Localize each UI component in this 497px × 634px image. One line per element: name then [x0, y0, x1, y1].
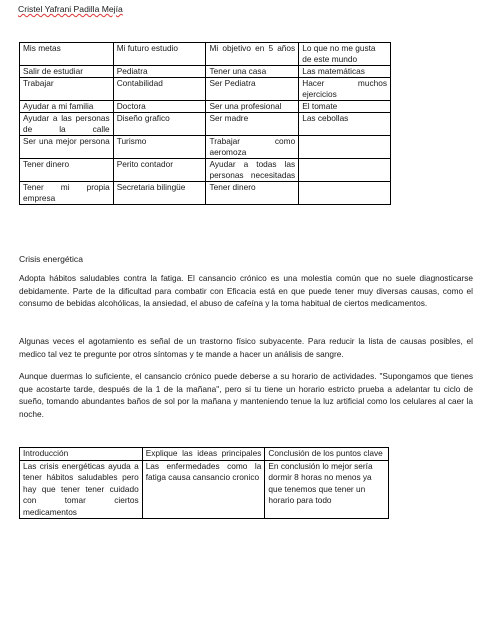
- table-cell: Turismo: [113, 136, 206, 159]
- section-title: Crisis energética: [19, 254, 83, 264]
- table-cell: Contabilidad: [113, 78, 206, 101]
- table-header-row: [20, 43, 391, 66]
- author-text: Cristel Yafrani Padilla Mejía: [18, 4, 123, 14]
- header-cell: Explique las ideas principales: [142, 448, 265, 461]
- table-cell: Trabajar: [20, 78, 114, 101]
- table-cell: Tener una casa: [206, 66, 299, 78]
- table-cell: [299, 182, 391, 205]
- table-cell: Perito contador: [113, 159, 206, 182]
- header-cell: Mi objetivo en 5 años: [206, 43, 299, 66]
- table-cell: [299, 136, 391, 159]
- table-row: [20, 113, 391, 136]
- table-cell: Tener dinero: [20, 159, 114, 182]
- table-cell: Ayudar a todas las personas necesitadas: [206, 159, 299, 182]
- table-cell: Ser Pediatra: [206, 78, 299, 101]
- table-cell: Ayudar a las personas de la calle: [20, 113, 114, 136]
- table-cell: Ayudar a mi familia: [20, 101, 114, 113]
- table-cell: El tomate: [299, 101, 391, 113]
- table-cell: [299, 159, 391, 182]
- table-cell: Las enfermedades como la fatiga causa cansancio cronico: [142, 460, 265, 519]
- table-cell: Las cebollas: [299, 113, 391, 136]
- table-cell: Diseño grafico: [113, 113, 206, 136]
- paragraph: Adopta hábitos saludables contra la fatiga. El cansancio crónico es una molestia común que no suele diagnosticarse debidamente. Parte de la dificultad para combatir con Eficacia está en que puede tener muy diversas causas, como el consumo de bebidas alcohólicas, la ansiedad, el abuso de cafeína y la toma habitual de ciertos medicamentos.: [19, 273, 473, 309]
- header-cell: Mi futuro estudio: [113, 43, 206, 66]
- table-row: [20, 136, 391, 159]
- table-cell: Hacer muchos ejercicios: [299, 78, 391, 101]
- header-cell: Conclusión de los puntos clave: [265, 448, 389, 461]
- paragraph: Aunque duermas lo suficiente, el cansancio crónico puede deberse a su horario de actividades. "Supongamos que tienes que acostarte tarde, después de la 1 de la mañana", pero si tu tiene un horario estricto prueba a adelantar tu ciclo de sueño, tomando abundantes baños de sol por la mañana y manteniendo tenue la luz artificial como los celulares al caer la noche.: [19, 371, 473, 419]
- header-cell: Lo que no me gusta de este mundo: [299, 43, 391, 66]
- table-row: [20, 78, 391, 101]
- summary-table: [19, 447, 389, 519]
- table-cell: Tener mi propia empresa: [20, 182, 114, 205]
- author-name: [18, 4, 123, 14]
- table-cell: Las matemáticas: [299, 66, 391, 78]
- table-row: [20, 66, 391, 78]
- table-row: [20, 460, 389, 519]
- table-cell: Trabajar como aeromoza: [206, 136, 299, 159]
- table-cell: Ser una mejor persona: [20, 136, 114, 159]
- table-row: [20, 159, 391, 182]
- table-cell: Las crisis energéticas ayuda a tener hábitos saludables pero hay que tener tener cuidado con tomar ciertos medicamentos: [20, 460, 143, 519]
- table-row: [20, 101, 391, 113]
- header-cell: Introducción: [20, 448, 143, 461]
- table-header-row: [20, 448, 389, 461]
- table-cell: Pediatra: [113, 66, 206, 78]
- table-cell: En conclusión lo mejor sería dormir 8 horas no menos ya que tenemos que tener un horario para todo: [265, 460, 389, 519]
- paragraph: Algunas veces el agotamiento es señal de un trastorno físico subyacente. Para reducir la lista de causas posibles, el medico tal vez te pregunte por otros síntomas y te mande a hacer un análisis de sangre.: [19, 336, 473, 359]
- header-cell: Mis metas: [20, 43, 114, 66]
- table-cell: Doctora: [113, 101, 206, 113]
- table-cell: Salir de estudiar: [20, 66, 114, 78]
- goals-table: [19, 42, 391, 205]
- table-row: [20, 182, 391, 205]
- table-cell: Ser una profesional: [206, 101, 299, 113]
- table-cell: Secretaria bilingüe: [113, 182, 206, 205]
- table-cell: Ser madre: [206, 113, 299, 136]
- table-cell: Tener dinero: [206, 182, 299, 205]
